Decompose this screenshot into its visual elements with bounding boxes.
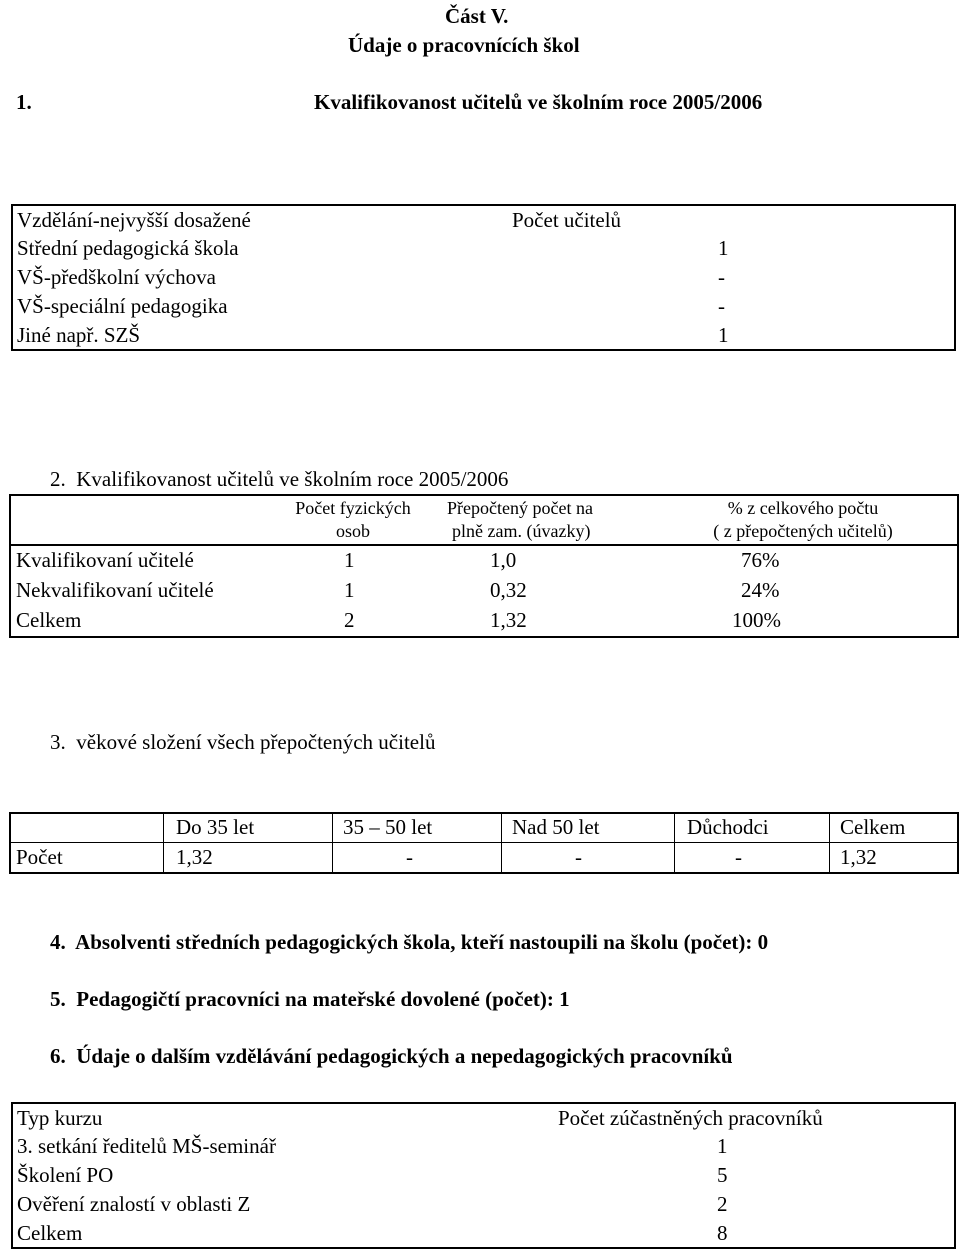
row-over-50: -: [502, 842, 675, 873]
header-physical-line1: Počet fyzických: [295, 498, 411, 518]
header-teacher-count: Počet učitelů: [512, 207, 622, 232]
row-percent: 76%: [741, 548, 780, 572]
row-label: Celkem: [16, 608, 82, 632]
section5-text: 5. Pedagogičtí pracovníci na mateřské dovolené (počet): 1: [50, 987, 570, 1011]
header-education: Vzdělání-nejvyšší dosažené: [17, 207, 251, 232]
row-value: 1: [717, 1134, 728, 1158]
header-participants: Počet zúčastněných pracovníků: [558, 1105, 823, 1130]
table-row: [12, 292, 955, 321]
row-value: -: [718, 265, 725, 289]
row-value: 5: [717, 1163, 728, 1187]
table-row: [12, 1219, 955, 1248]
row-value: 2: [717, 1192, 728, 1216]
row-label: Nekvalifikovaní učitelé: [16, 577, 214, 602]
header-over-50: Nad 50 let: [502, 813, 675, 842]
row-physical: 1: [344, 577, 355, 602]
row-label: 3. setkání ředitelů MŠ-seminář: [17, 1134, 276, 1158]
table-header-row: [10, 813, 958, 842]
row-value: 8: [717, 1220, 728, 1245]
table-row: [12, 1190, 955, 1219]
table-header-row: [12, 205, 955, 234]
header-fte: [447, 495, 649, 545]
section3-title: 3. věkové složení všech přepočtených učitelů: [50, 730, 436, 754]
row-label: Počet: [10, 842, 164, 873]
row-percent: 24%: [741, 577, 780, 602]
header-retirees: Důchodci: [675, 813, 830, 842]
table-row: [12, 234, 955, 263]
row-under-35: 1,32: [164, 842, 333, 873]
page-title: Údaje o pracovnících škol: [348, 33, 580, 57]
section1-title: Kvalifikovanost učitelů ve školním roce 2005/2006: [314, 90, 763, 114]
header-fte-line1: Přepočtený počet na: [447, 498, 593, 518]
table-row: [10, 575, 958, 605]
header-physical: [269, 495, 437, 545]
header-physical-line2: osob: [335, 521, 370, 541]
header-under-35: Do 35 let: [164, 813, 333, 842]
row-label: Kvalifikovaní učitelé: [16, 548, 194, 572]
qualification-table: [11, 204, 956, 351]
row-label: Střední pedagogická škola: [17, 236, 239, 260]
header-total: Celkem: [840, 815, 906, 840]
table-row: [10, 605, 958, 637]
age-table: [9, 812, 959, 874]
row-label: Jiné např. SZŠ: [17, 322, 141, 347]
header-fte-line2: plně zam. (úvazky): [452, 521, 591, 541]
section2-title: 2. Kvalifikovanost učitelů ve školním roce 2005/2006: [50, 467, 509, 491]
row-label: Celkem: [17, 1220, 83, 1245]
row-fte: 1,32: [490, 608, 527, 632]
header-35-50: 35 – 50 let: [333, 813, 502, 842]
row-fte: 1,0: [490, 548, 517, 572]
row-total: 1,32: [840, 844, 877, 869]
row-percent: 100%: [732, 608, 781, 632]
header-percent: [649, 495, 958, 545]
header-course-type: Typ kurzu: [17, 1105, 103, 1130]
row-label: Ověření znalostí v oblasti Z: [17, 1192, 251, 1216]
table-header-row: [10, 495, 958, 545]
training-table: [11, 1102, 956, 1249]
row-retirees: -: [675, 842, 830, 873]
row-value: -: [718, 294, 725, 318]
section4-text: 4. Absolventi středních pedagogických škola, kteří nastoupili na školu (počet): 0: [50, 930, 769, 954]
header-percent-line1: % z celkového počtu: [727, 498, 879, 518]
row-35-50: -: [333, 842, 502, 873]
table-header-row: [12, 1103, 955, 1132]
section6-title: 6. Údaje o dalším vzdělávání pedagogických a nepedagogických pracovníků: [50, 1044, 733, 1068]
row-physical: 2: [344, 608, 355, 632]
table-row: [12, 263, 955, 292]
row-label: VŠ-speciální pedagogika: [17, 294, 228, 318]
table-row: [10, 842, 958, 873]
row-label: Školení PO: [17, 1163, 114, 1187]
row-physical: 1: [344, 548, 355, 572]
table-row: [12, 1132, 955, 1161]
header-percent-line2: ( z přepočtených učitelů): [713, 521, 893, 541]
section1-number: 1.: [16, 90, 32, 114]
table-row: [12, 321, 955, 350]
row-fte: 0,32: [490, 577, 527, 602]
table-row: [12, 1161, 955, 1190]
qualification-fte-table: [9, 494, 959, 638]
row-value: 1: [718, 236, 729, 260]
part-heading: Část V.: [445, 4, 509, 28]
row-label: VŠ-předškolní výchova: [17, 265, 216, 289]
table-row: [10, 545, 958, 575]
row-value: 1: [718, 322, 729, 347]
